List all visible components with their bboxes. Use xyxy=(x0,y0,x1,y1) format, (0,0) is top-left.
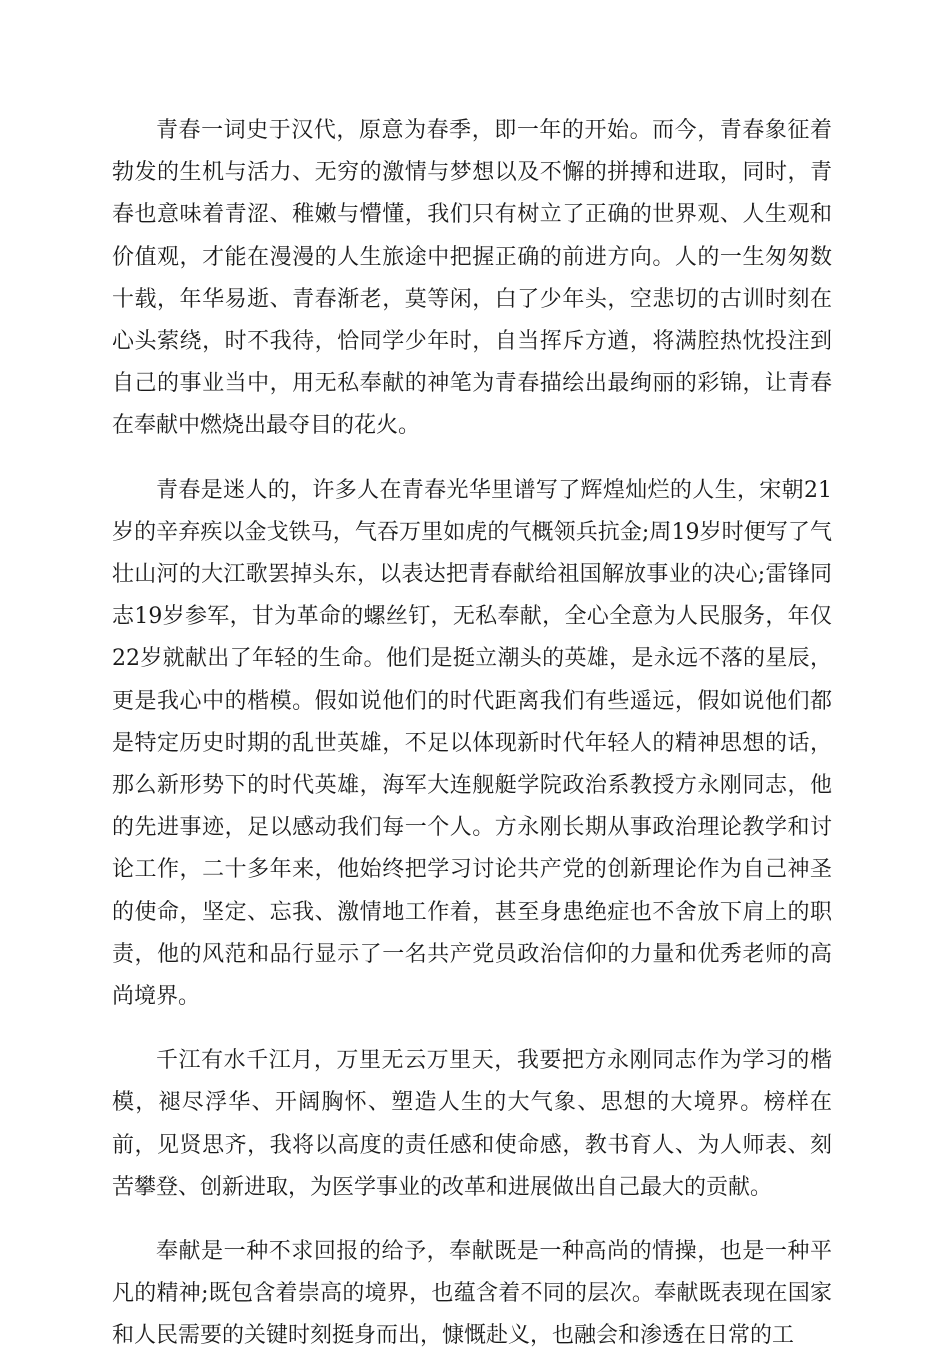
paragraph-3: 千江有水千江月，万里无云万里天，我要把方永刚同志作为学习的楷模，褪尽浮华、开阔胸怀、塑造人生的大气象、思想的大境界。榜样在前，见贤思齐，我将以高度的责任感和使命感，教书育人、为人师表、刻苦攀登、创新进取，为医学事业的改革和进展做出自己最大的贡献。 xyxy=(112,1048,832,1200)
paragraph-4: 奉献是一种不求回报的给予，奉献既是一种高尚的情操，也是一种平凡的精神;既包含着崇高的境界，也蕴含着不同的层次。奉献既表现在国家和人民需要的关键时刻挺身而出，慷慨赴义，也融会和渗透在日常的工 xyxy=(112,1239,832,1349)
paragraph-2: 青春是迷人的，许多人在青春光华里谱写了辉煌灿烂的人生，宋朝21岁的辛弃疾以金戈铁马，气吞万里如虎的气概领兵抗金;周19岁时便写了气壮山河的大江歌罢掉头东，以表达把青春献给祖国解放事业的决心;雷锋同志19岁参军，甘为革命的螺丝钉，无私奉献，全心全意为人民服务，年仅22岁就献出了年轻的生命。他们是挺立潮头的英雄，是永远不落的星辰，更是我心中的楷模。假如说他们的时代距离我们有些遥远，假如说他们都是特定历史时期的乱世英雄，不足以体现新时代年轻人的精神思想的话，那么新形势下的时代英雄，海军大连舰艇学院政治系教授方永刚同志，他的先进事迹，足以感动我们每一个人。方永刚长期从事政治理论教学和讨论工作，二十多年来，他始终把学习讨论共产党的创新理论作为自己神圣的使命，坚定、忘我、激情地工作着，甚至身患绝症也不舍放下肩上的职责，他的风范和品行显示了一名共产党员政治信仰的力量和优秀老师的高尚境界。 xyxy=(112,477,832,1010)
document-body xyxy=(112,110,832,1358)
paragraph-1: 青春一词史于汉代，原意为春季，即一年的开始。而今，青春象征着勃发的生机与活力、无穷的激情与梦想以及不懈的拼搏和进取，同时，青春也意味着青涩、稚嫩与懵懂，我们只有树立了正确的世界观、人生观和价值观，才能在漫漫的人生旅途中把握正确的前进方向。人的一生匆匆数十载，年华易逝、青春渐老，莫等闲，白了少年头，空悲切的古训时刻在心头萦绕，时不我待，恰同学少年时，自当挥斥方遒，将满腔热忱投注到自己的事业当中，用无私奉献的神笔为青春描绘出最绚丽的彩锦，让青春在奉献中燃烧出最夺目的花火。 xyxy=(112,118,832,439)
